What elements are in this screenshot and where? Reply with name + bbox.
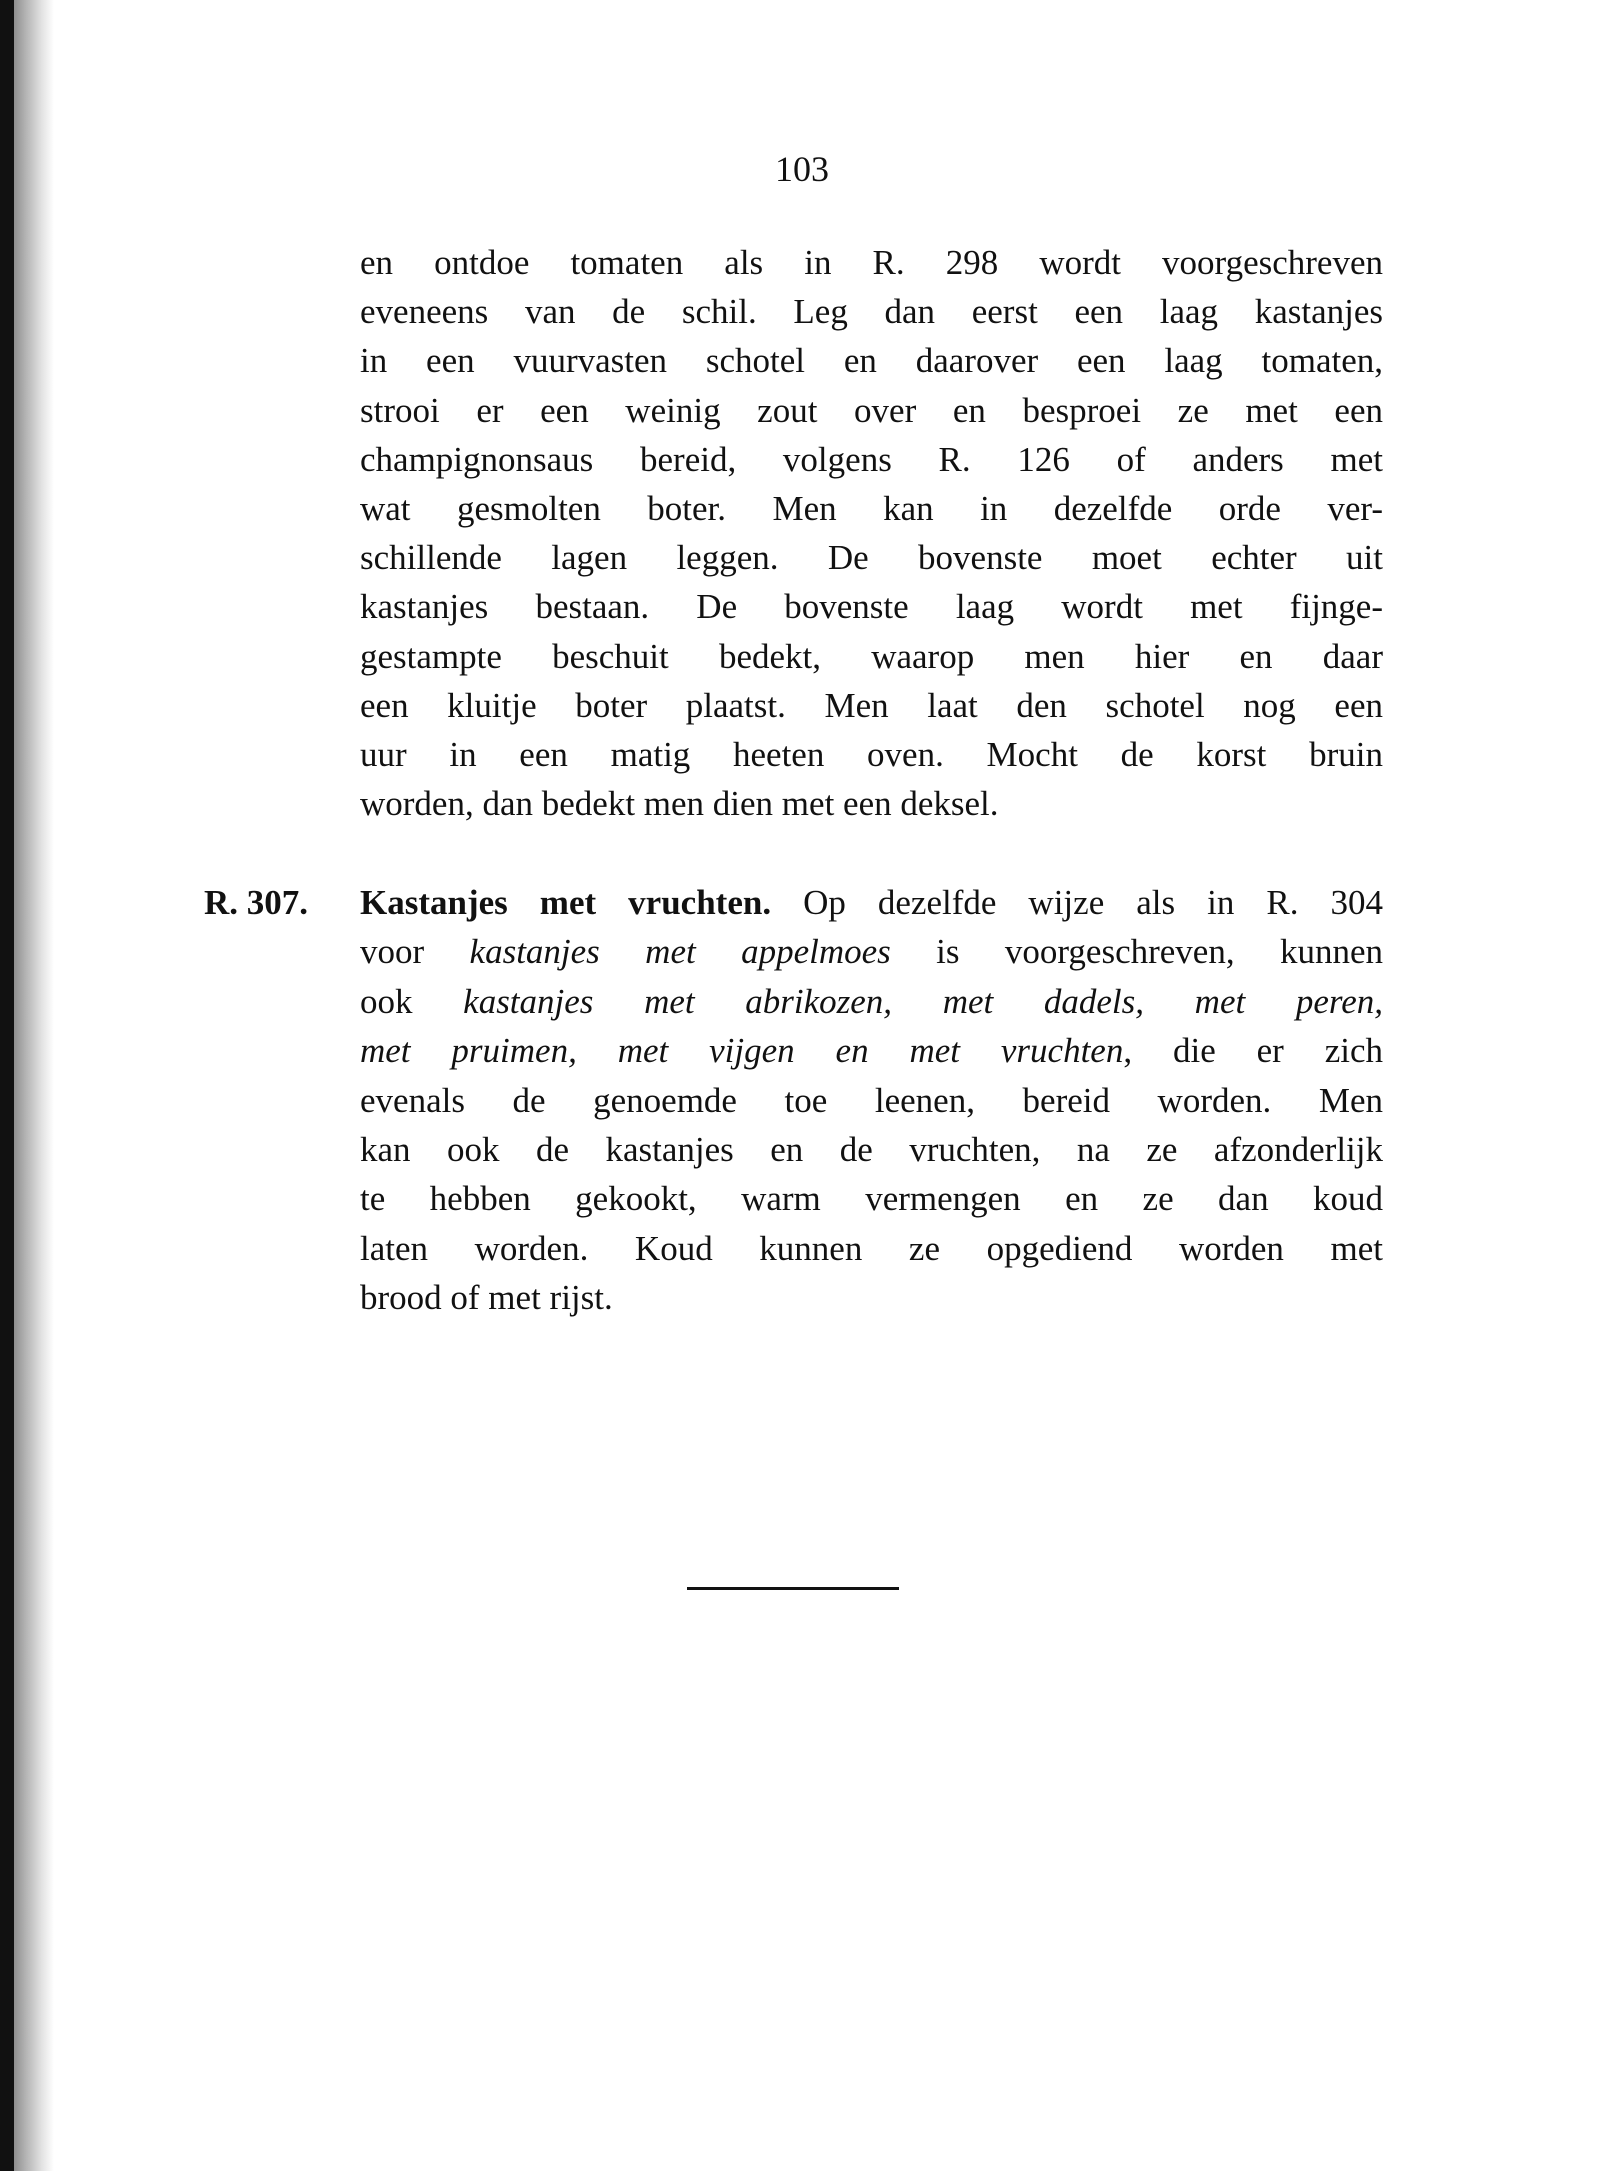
text-segment: champignonsaus bereid, volgens R. 126 of anders met [360, 439, 1383, 479]
text-line [360, 1076, 1383, 1126]
text-segment: Op dezelfde wijze als in R. 304 [771, 883, 1383, 922]
text-line [360, 681, 1383, 731]
text-segment: gestampte beschuit bedekt, waarop men hier en daar [360, 636, 1383, 676]
text-segment: strooi er een weinig zout over en besproei ze met een [360, 390, 1383, 430]
text-line [360, 484, 1383, 534]
italic-text: met pruimen, met vijgen en met vruchten [360, 1031, 1124, 1071]
italic-text: kastanjes met appelmoes [469, 932, 891, 972]
text-segment: wat gesmolten boter. Men kan in dezelfde orde ver- [360, 489, 1383, 528]
text-segment: voor [360, 932, 470, 972]
text-segment: brood of met rijst. [360, 1278, 613, 1318]
text-line [360, 1174, 1383, 1224]
text-line [360, 336, 1383, 386]
text-line [360, 435, 1383, 485]
text-line [360, 1125, 1383, 1175]
recipe-number: R. 307. [204, 883, 309, 922]
text-segment: in een vuurvasten schotel en daarover een laag tomaten, [360, 341, 1383, 381]
end-rule [687, 1587, 899, 1590]
text-segment: uur in een matig heeten oven. Mocht de korst bruin [360, 735, 1383, 774]
recipe-title: Kastanjes met vruchten. [360, 883, 772, 922]
text-line [360, 1273, 1383, 1323]
text-line [360, 632, 1383, 682]
text-line [360, 1224, 1383, 1274]
text-segment: laten worden. Koud kunnen ze opgediend worden met [360, 1228, 1383, 1268]
text-segment: een kluitje boter plaatst. Men laat den schotel nog een [360, 685, 1383, 725]
text-line [360, 238, 1383, 288]
text-segment: te hebben gekookt, warm vermengen en ze dan koud [360, 1179, 1383, 1219]
text-segment: en ontdoe tomaten als in R. 298 wordt voorgeschreven [360, 243, 1383, 282]
text-segment: schillende lagen leggen. De bovenste moet echter uit [360, 538, 1383, 578]
text-line [360, 1026, 1383, 1076]
text-line [360, 878, 1383, 928]
text-segment: eveneens van de schil. Leg dan eerst een laag kastanjes [360, 292, 1383, 332]
text-segment: is voorgeschreven, kunnen [890, 932, 1384, 972]
text-segment: ook [360, 981, 464, 1021]
text-line [360, 779, 1383, 829]
text-line [360, 582, 1383, 632]
text-segment: , die er zich [1123, 1031, 1383, 1071]
text-segment: evenals de genoemde toe leenen, bereid worden. Men [360, 1080, 1383, 1120]
text-segment: kan ook de kastanjes en de vruchten, na ze afzonderlijk [360, 1130, 1383, 1169]
text-line [360, 977, 1383, 1027]
text-line [360, 386, 1383, 436]
italic-text: kastanjes met abrikozen, met dadels, met peren, [463, 981, 1383, 1021]
text-line [360, 730, 1383, 780]
scan-edge-shadow [14, 0, 54, 2171]
page-number: 103 [775, 149, 829, 189]
text-segment: worden, dan bedekt men dien met een deksel. [360, 784, 999, 824]
text-line [360, 287, 1383, 337]
text-line [360, 533, 1383, 583]
text-segment: kastanjes bestaan. De bovenste laag wordt met fijnge- [360, 587, 1383, 627]
scan-edge [0, 0, 14, 2171]
text-line [360, 927, 1383, 977]
